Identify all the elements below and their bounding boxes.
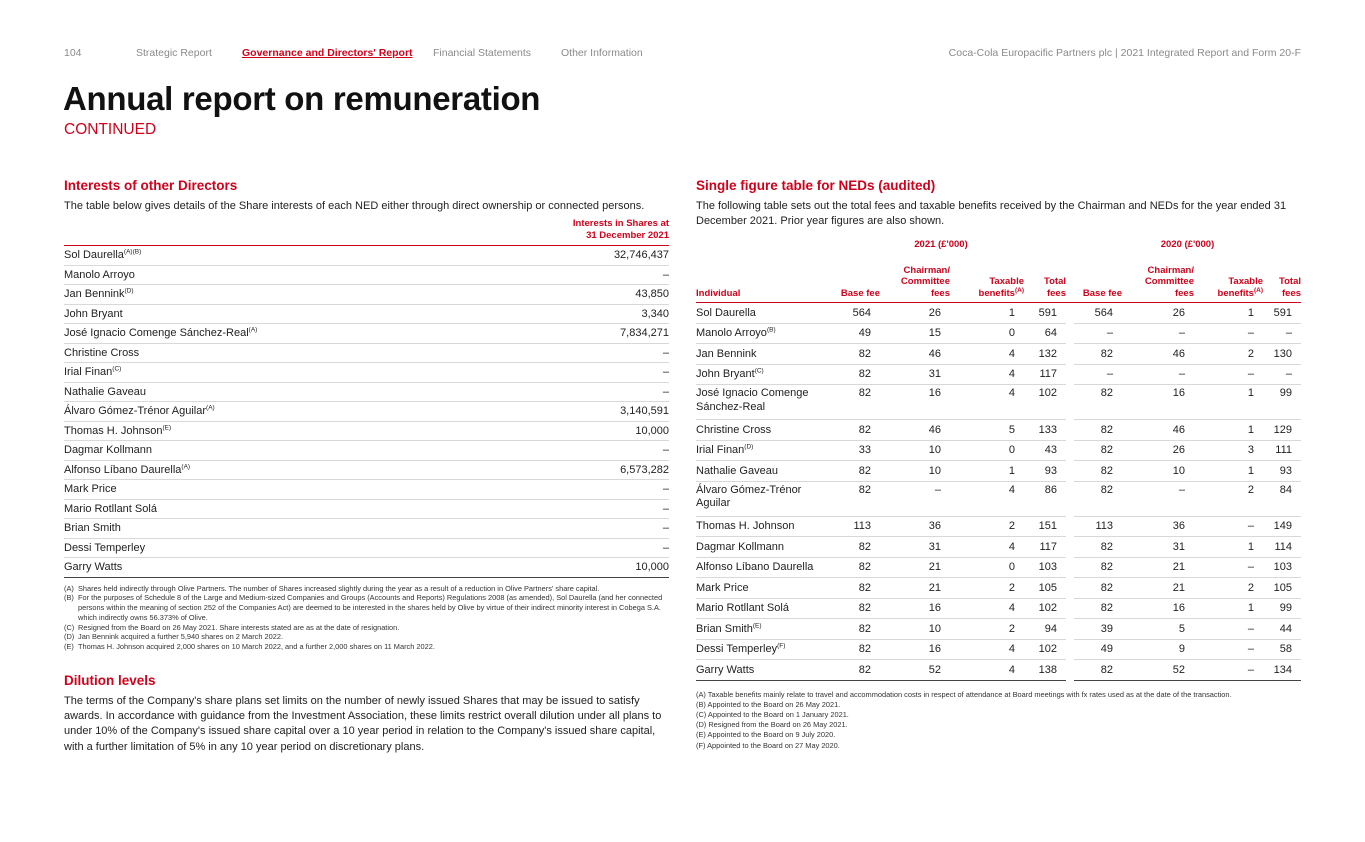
- ned-fee-cell: 102: [1024, 639, 1066, 660]
- dilution-heading: Dilution levels: [64, 673, 156, 689]
- total-fees-header: Total fees: [1024, 265, 1066, 303]
- ned-fee-cell: 4: [950, 598, 1024, 619]
- interests-row: [64, 382, 669, 402]
- ned-name: Christine Cross: [696, 420, 816, 441]
- taxable-benefits-header: Taxable benefits$^{(A)}$: [1194, 265, 1263, 303]
- ned-fee-cell: –: [1194, 516, 1263, 537]
- ned-fee-cell: 82: [1074, 598, 1122, 619]
- ned-fee-cell: 1: [1194, 303, 1263, 324]
- ned-fee-cell: 82: [1074, 385, 1122, 420]
- ned-fee-cell: 33: [816, 440, 880, 461]
- ned-fee-cell: 1: [1194, 537, 1263, 558]
- interests-row: [64, 499, 669, 519]
- dilution-text: The terms of the Company's share plans set limits on the number of newly issued Shares that may be issued to satisfy awards. In accordance with guidance from the Investment Association, these limits restrict overall dilution under all plans to under 10% of the Company's issued share capital over a 10 year period in relation to the Company's issued share capital, with a further limitation of 5% in any 10 year period on discretionary plans.: [64, 695, 662, 753]
- ned-name: Brian Smith$^{(E)}$: [696, 619, 816, 640]
- ned-fee-cell: –: [1122, 364, 1194, 385]
- share-interest-value: 10,000: [468, 558, 669, 578]
- ned-fee-cell: 149: [1263, 516, 1301, 537]
- single-figure-heading: Single figure table for NEDs (audited): [696, 178, 936, 193]
- ned-fee-cell: 2: [950, 619, 1024, 640]
- ned-fee-cell: 133: [1024, 420, 1066, 441]
- director-name: Thomas H. Johnson$^{(E)}$: [64, 421, 468, 441]
- ned-fee-cell: 52: [1122, 660, 1194, 681]
- ned-name: Álvaro Gómez-Trénor Aguilar: [696, 481, 816, 516]
- director-name: Álvaro Gómez-Trénor Aguilar$^{(A)}$: [64, 402, 468, 422]
- footnote: (B) For the purposes of Schedule 8 of the Large and Medium-sized Companies and Groups (Accounts and Reports) Regulations 2008 (as amended), Sol Daurella (and her connected persons within the meaning of section 252 of the Companies Act) are deemed to be interested in the shares held by Olive by virtue of their indirect minority interest in Cobega S.A. which indirectly owns 56.373% of Olive.: [64, 593, 663, 622]
- ned-fee-cell: 21: [880, 578, 950, 599]
- ned-fee-cell: 49: [1074, 639, 1122, 660]
- ned-fee-cell: 564: [1074, 303, 1122, 324]
- ned-fee-cell: 82: [816, 557, 880, 578]
- ned-name: Nathalie Gaveau: [696, 461, 816, 482]
- ned-fee-cell: 0: [950, 440, 1024, 461]
- ned-fee-cell: 5: [950, 420, 1024, 441]
- ned-row: [696, 660, 1301, 681]
- ned-fee-cell: 1: [1194, 420, 1263, 441]
- interests-footnotes: [64, 584, 669, 653]
- ned-fee-cell: 591: [1263, 303, 1301, 324]
- interests-row: [64, 538, 669, 558]
- ned-fee-cell: 84: [1263, 481, 1301, 516]
- interests-table: [64, 214, 669, 578]
- ned-name: Mario Rotllant Solá: [696, 598, 816, 619]
- ned-fees-table: [696, 239, 1301, 681]
- ned-fee-cell: 4: [950, 385, 1024, 420]
- ned-fee-cell: 564: [816, 303, 880, 324]
- ned-fee-cell: 82: [1074, 557, 1122, 578]
- share-interest-value: –: [468, 343, 669, 363]
- ned-fee-cell: 2: [950, 578, 1024, 599]
- ned-fee-cell: 1: [1194, 461, 1263, 482]
- ned-name: Sol Daurella: [696, 303, 816, 324]
- ned-fee-cell: 16: [880, 598, 950, 619]
- ned-fee-cell: 16: [1122, 598, 1194, 619]
- ned-fee-cell: 1: [950, 303, 1024, 324]
- director-name: Dessi Temperley: [64, 538, 468, 558]
- director-name: Alfonso Líbano Daurella$^{(A)}$: [64, 460, 468, 480]
- share-interest-value: –: [468, 363, 669, 383]
- director-name: Garry Watts: [64, 558, 468, 578]
- ned-fee-cell: 103: [1263, 557, 1301, 578]
- footnote: (B) Appointed to the Board on 26 May 2021.: [696, 699, 841, 709]
- ned-row: [696, 537, 1301, 558]
- ned-fee-cell: 49: [816, 323, 880, 344]
- ned-fee-cell: 44: [1263, 619, 1301, 640]
- ned-fee-cell: 82: [816, 598, 880, 619]
- ned-fee-cell: 26: [880, 303, 950, 324]
- ned-fee-cell: 2: [950, 516, 1024, 537]
- interests-row: [64, 265, 669, 285]
- share-interest-value: –: [468, 382, 669, 402]
- base-fee-header: Base fee: [816, 265, 880, 303]
- share-interest-value: –: [468, 499, 669, 519]
- ned-fee-cell: 5: [1122, 619, 1194, 640]
- share-interest-value: 10,000: [468, 421, 669, 441]
- right-column: [696, 178, 1301, 751]
- year-2020-header: 2020 (£'000): [1160, 239, 1215, 250]
- ned-fee-cell: 4: [950, 481, 1024, 516]
- dilution-section: [64, 673, 669, 755]
- ned-fee-cell: –: [1122, 481, 1194, 516]
- ned-fee-cell: –: [1122, 323, 1194, 344]
- taxable-benefits-header: Taxable benefits$^{(A)}$: [950, 265, 1024, 303]
- top-navigation: [64, 47, 1301, 63]
- ned-fee-cell: 82: [1074, 578, 1122, 599]
- ned-fee-cell: 117: [1024, 364, 1066, 385]
- ned-fee-cell: 132: [1024, 344, 1066, 365]
- ned-name: Garry Watts: [696, 660, 816, 681]
- ned-fee-cell: 82: [816, 385, 880, 420]
- ned-fee-cell: 82: [816, 481, 880, 516]
- footnote: (C) Resigned from the Board on 26 May 2021. Share interests stated are as at the date of resignation.: [64, 622, 400, 632]
- ned-row: [696, 344, 1301, 365]
- ned-name: Jan Bennink: [696, 344, 816, 365]
- ned-fee-cell: 16: [880, 385, 950, 420]
- single-figure-intro: The following table sets out the total fees and taxable benefits received by the Chairman and NEDs for the year ended 31 December 2021. Prior year figures are also shown.: [696, 200, 1287, 227]
- ned-fee-cell: 0: [950, 557, 1024, 578]
- share-interest-value: 6,573,282: [468, 460, 669, 480]
- interests-intro: The table below gives details of the Share interests of each NED either through direct ownership or connected persons.: [64, 200, 645, 212]
- ned-fee-cell: 82: [1074, 660, 1122, 681]
- ned-fee-cell: 26: [1122, 440, 1194, 461]
- ned-fee-cell: 64: [1024, 323, 1066, 344]
- ned-row: [696, 440, 1301, 461]
- ned-row: [696, 385, 1301, 420]
- interests-row: [64, 558, 669, 578]
- footnote: (C) Appointed to the Board on 1 January 2021.: [696, 709, 849, 719]
- share-interest-value: –: [468, 480, 669, 500]
- share-interest-value: 3,340: [468, 304, 669, 324]
- ned-fee-cell: 26: [1122, 303, 1194, 324]
- ned-fee-cell: 129: [1263, 420, 1301, 441]
- base-fee-header: Base fee: [1074, 265, 1122, 303]
- ned-fee-cell: 2: [1194, 481, 1263, 516]
- interests-heading: Interests of other Directors: [64, 178, 238, 193]
- ned-fee-cell: 130: [1263, 344, 1301, 365]
- ned-fee-cell: 82: [1074, 344, 1122, 365]
- ned-fee-cell: 93: [1263, 461, 1301, 482]
- ned-fee-cell: –: [1194, 619, 1263, 640]
- ned-fee-cell: 105: [1263, 578, 1301, 599]
- ned-fee-cell: 138: [1024, 660, 1066, 681]
- share-interest-value: –: [468, 538, 669, 558]
- footnote: (D) Jan Bennink acquired a further 5,940 shares on 2 March 2022.: [64, 632, 284, 642]
- ned-name: Dessi Temperley$^{(F)}$: [696, 639, 816, 660]
- share-interest-value: –: [468, 519, 669, 539]
- ned-fee-cell: 103: [1024, 557, 1066, 578]
- ned-fee-cell: 9: [1122, 639, 1194, 660]
- individual-header: Individual: [696, 265, 816, 303]
- ned-name: Mark Price: [696, 578, 816, 599]
- ned-fee-cell: 31: [880, 537, 950, 558]
- ned-fee-cell: 86: [1024, 481, 1066, 516]
- ned-fee-cell: 10: [1122, 461, 1194, 482]
- ned-fee-cell: 93: [1024, 461, 1066, 482]
- ned-fee-cell: 113: [816, 516, 880, 537]
- share-interest-value: –: [468, 441, 669, 461]
- ned-fee-cell: 16: [880, 639, 950, 660]
- ned-fee-cell: –: [1263, 323, 1301, 344]
- interests-row: [64, 246, 669, 266]
- interests-row: [64, 363, 669, 383]
- ned-fee-cell: –: [1194, 639, 1263, 660]
- ned-fee-cell: 82: [1074, 537, 1122, 558]
- director-name: José Ignacio Comenge Sánchez-Real$^{(A)}$: [64, 324, 468, 344]
- ned-fee-cell: 114: [1263, 537, 1301, 558]
- ned-fee-cell: 1: [1194, 385, 1263, 420]
- ned-fee-cell: 591: [1024, 303, 1066, 324]
- footnote: (F) Appointed to the Board on 27 May 2020.: [696, 740, 840, 750]
- ned-row: [696, 557, 1301, 578]
- ned-row: [696, 420, 1301, 441]
- ned-fee-cell: –: [1194, 557, 1263, 578]
- ned-fee-cell: 10: [880, 461, 950, 482]
- footnote: (E) Appointed to the Board on 9 July 2020.: [696, 730, 836, 740]
- interests-row: [64, 285, 669, 305]
- ned-fee-cell: 31: [880, 364, 950, 385]
- ned-row: [696, 303, 1301, 324]
- ned-name: Manolo Arroyo$^{(B)}$: [696, 323, 816, 344]
- ned-fee-cell: 21: [1122, 557, 1194, 578]
- ned-fee-cell: 21: [880, 557, 950, 578]
- interests-row: [64, 304, 669, 324]
- nav-link-other-information[interactable]: Other Information: [561, 47, 643, 59]
- ned-fee-cell: 151: [1024, 516, 1066, 537]
- page-number: 104: [64, 47, 82, 59]
- interests-row: [64, 480, 669, 500]
- ned-fee-cell: –: [880, 481, 950, 516]
- ned-fee-cell: 82: [1074, 461, 1122, 482]
- ned-fee-cell: 46: [880, 344, 950, 365]
- nav-link-governance[interactable]: Governance and Directors' Report: [242, 47, 413, 59]
- ned-fee-cell: 46: [880, 420, 950, 441]
- ned-fee-cell: 15: [880, 323, 950, 344]
- ned-fee-cell: 82: [1074, 440, 1122, 461]
- footnote: (A) Shares held indirectly through Olive Partners. The number of Shares increased slightly during the year as a result of a reduction in Olive Partners' share capital.: [64, 583, 600, 593]
- ned-fee-cell: –: [1194, 323, 1263, 344]
- ned-fee-cell: 82: [816, 537, 880, 558]
- ned-fee-cell: 82: [816, 420, 880, 441]
- ned-fee-cell: 82: [816, 639, 880, 660]
- ned-fee-cell: 4: [950, 660, 1024, 681]
- ned-row: [696, 639, 1301, 660]
- ned-fee-cell: –: [1194, 660, 1263, 681]
- ned-fee-cell: 111: [1263, 440, 1301, 461]
- ned-fee-cell: 2: [1194, 344, 1263, 365]
- director-name: Brian Smith: [64, 519, 468, 539]
- interests-row: [64, 519, 669, 539]
- chairman-fees-header: Chairman/ Committee fees: [880, 265, 950, 303]
- ned-fee-cell: 102: [1024, 385, 1066, 420]
- total-fees-header: Total fees: [1263, 265, 1301, 303]
- ned-fee-cell: 46: [1122, 420, 1194, 441]
- footnote: (A) Taxable benefits mainly relate to travel and accommodation costs in respect of attendance at Board meetings with fx rates used as at the date of the transaction.: [696, 689, 1232, 699]
- director-name: Mark Price: [64, 480, 468, 500]
- share-interest-value: 3,140,591: [468, 402, 669, 422]
- ned-fee-cell: 58: [1263, 639, 1301, 660]
- ned-fee-cell: 4: [950, 364, 1024, 385]
- ned-fee-cell: 43: [1024, 440, 1066, 461]
- ned-fee-cell: 4: [950, 639, 1024, 660]
- footnote: (E) Thomas H. Johnson acquired 2,000 shares on 10 March 2022, and a further 2,000 shares on 11 March 2022.: [64, 642, 435, 652]
- ned-name: Thomas H. Johnson: [696, 516, 816, 537]
- ned-fee-cell: 10: [880, 440, 950, 461]
- ned-name: José Ignacio Comenge Sánchez-Real: [696, 385, 816, 420]
- nav-link-strategic-report[interactable]: Strategic Report: [136, 47, 212, 59]
- share-interest-value: 7,834,271: [468, 324, 669, 344]
- ned-fee-cell: 4: [950, 537, 1024, 558]
- interests-row: [64, 421, 669, 441]
- ned-row: [696, 481, 1301, 516]
- ned-fee-cell: 82: [1074, 481, 1122, 516]
- ned-fee-cell: 39: [1074, 619, 1122, 640]
- year-2021-header: 2021 (£'000): [914, 239, 968, 250]
- page-subtitle: CONTINUED: [64, 121, 157, 138]
- interests-row: [64, 343, 669, 363]
- ned-fee-cell: –: [1263, 364, 1301, 385]
- ned-fee-cell: 36: [1122, 516, 1194, 537]
- ned-row: [696, 598, 1301, 619]
- chairman-fees-header: Chairman/ Committee fees: [1122, 265, 1194, 303]
- ned-row: [696, 461, 1301, 482]
- ned-fee-cell: 99: [1263, 598, 1301, 619]
- ned-fee-cell: 1: [1194, 598, 1263, 619]
- interests-row: [64, 460, 669, 480]
- share-interest-value: –: [468, 265, 669, 285]
- ned-name: John Bryant$^{(C)}$: [696, 364, 816, 385]
- ned-row: [696, 619, 1301, 640]
- ned-fee-cell: 82: [816, 344, 880, 365]
- ned-fee-cell: 94: [1024, 619, 1066, 640]
- ned-fee-cell: –: [1074, 323, 1122, 344]
- ned-fee-cell: 0: [950, 323, 1024, 344]
- ned-fee-cell: 46: [1122, 344, 1194, 365]
- director-name: Manolo Arroyo: [64, 265, 468, 285]
- director-name: Jan Bennink$^{(D)}$: [64, 285, 468, 305]
- ned-fee-cell: 16: [1122, 385, 1194, 420]
- interests-name-header: [64, 214, 468, 246]
- ned-fee-cell: 82: [816, 619, 880, 640]
- director-name: Dagmar Kollmann: [64, 441, 468, 461]
- ned-fee-cell: 82: [816, 461, 880, 482]
- ned-fee-cell: 134: [1263, 660, 1301, 681]
- interests-row: [64, 441, 669, 461]
- director-name: Christine Cross: [64, 343, 468, 363]
- footnote: (D) Resigned from the Board on 26 May 2021.: [696, 720, 848, 730]
- director-name: Nathalie Gaveau: [64, 382, 468, 402]
- director-name: Sol Daurella$^{(A)(B)}$: [64, 246, 468, 266]
- ned-fee-cell: 82: [1074, 420, 1122, 441]
- ned-fee-cell: 31: [1122, 537, 1194, 558]
- ned-fee-cell: 52: [880, 660, 950, 681]
- ned-row: [696, 364, 1301, 385]
- interests-row: [64, 324, 669, 344]
- interests-row: [64, 402, 669, 422]
- left-column: [64, 178, 669, 755]
- ned-fee-cell: 10: [880, 619, 950, 640]
- page-title: Annual report on remuneration: [63, 80, 541, 117]
- ned-fee-cell: 82: [816, 660, 880, 681]
- ned-fee-cell: 3: [1194, 440, 1263, 461]
- ned-fee-cell: 4: [950, 344, 1024, 365]
- interests-value-header: Interests in Shares at 31 December 2021: [468, 214, 669, 246]
- ned-fee-cell: 2: [1194, 578, 1263, 599]
- ned-row: [696, 578, 1301, 599]
- share-interest-value: 32,746,437: [468, 246, 669, 266]
- ned-name: Alfonso Líbano Daurella: [696, 557, 816, 578]
- director-name: Irial Finan$^{(C)}$: [64, 363, 468, 383]
- ned-fee-cell: 21: [1122, 578, 1194, 599]
- ned-fee-cell: 1: [950, 461, 1024, 482]
- ned-name: Dagmar Kollmann: [696, 537, 816, 558]
- ned-fee-cell: 102: [1024, 598, 1066, 619]
- ned-fee-cell: –: [1074, 364, 1122, 385]
- nav-link-financial-statements[interactable]: Financial Statements: [433, 47, 532, 59]
- director-name: John Bryant: [64, 304, 468, 324]
- ned-fee-cell: 99: [1263, 385, 1301, 420]
- share-interest-value: 43,850: [468, 285, 669, 305]
- document-reference: Coca-Cola Europacific Partners plc | 2021 Integrated Report and Form 20-F: [948, 47, 1301, 59]
- ned-fee-cell: –: [1194, 364, 1263, 385]
- ned-fee-cell: 105: [1024, 578, 1066, 599]
- director-name: Mario Rotllant Solá: [64, 499, 468, 519]
- single-figure-footnotes: [696, 690, 1301, 751]
- ned-fee-cell: 113: [1074, 516, 1122, 537]
- ned-name: Irial Finan$^{(D)}$: [696, 440, 816, 461]
- ned-row: [696, 516, 1301, 537]
- ned-fee-cell: 36: [880, 516, 950, 537]
- ned-fee-cell: 82: [816, 364, 880, 385]
- ned-fee-cell: 82: [816, 578, 880, 599]
- ned-row: [696, 323, 1301, 344]
- ned-fee-cell: 117: [1024, 537, 1066, 558]
